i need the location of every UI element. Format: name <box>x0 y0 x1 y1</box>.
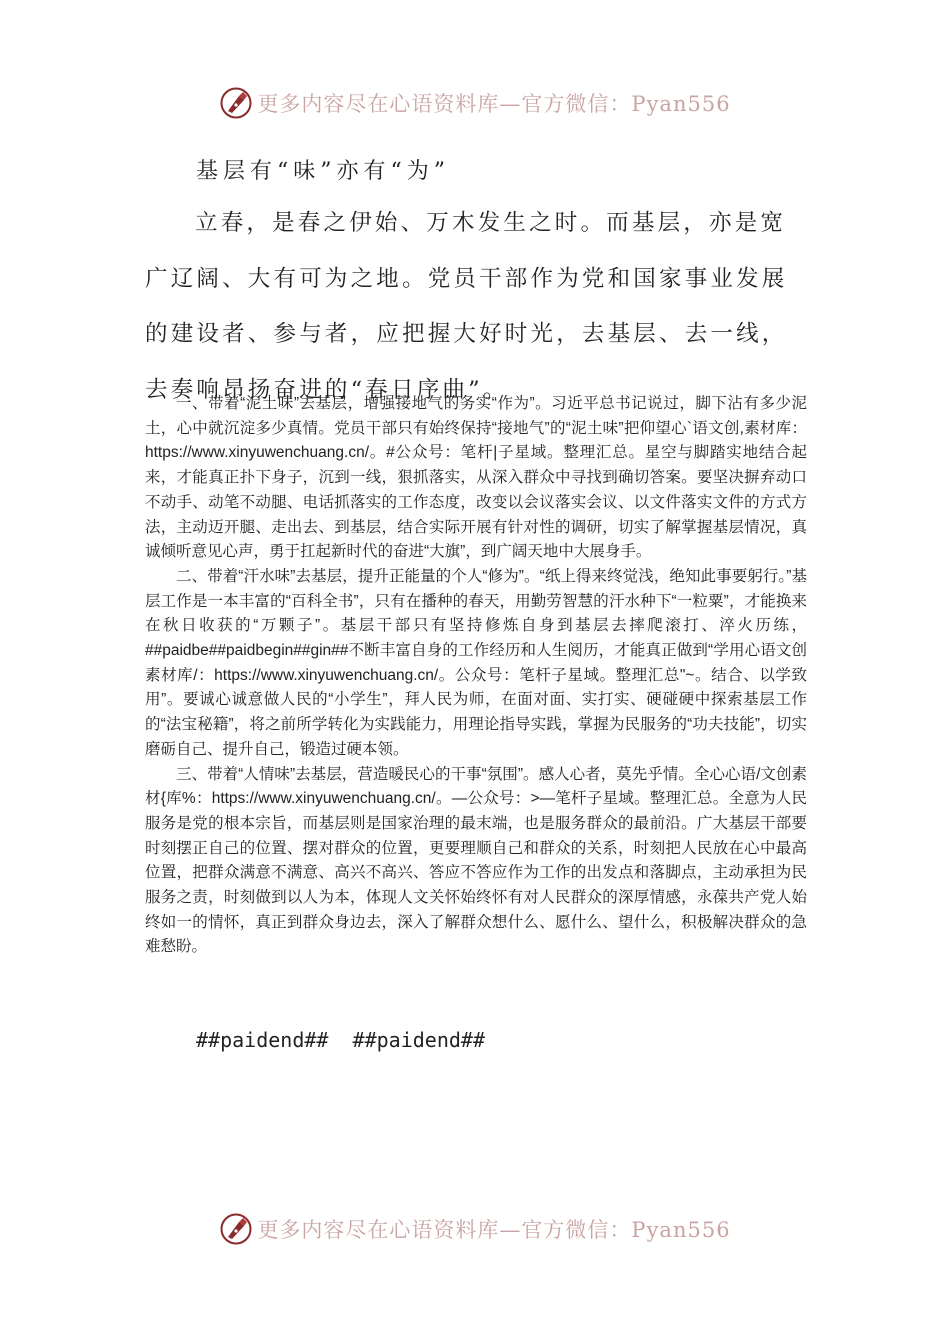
paidend-markers: ##paidend## ##paidend## <box>196 1028 485 1052</box>
pen-nib-logo-icon <box>219 1212 253 1246</box>
article-body <box>145 392 807 960</box>
intro-paragraph: 立春，是春之伊始、万木发生之时。而基层，亦是宽广辽阔、大有可为之地。党员干部作为党和国家事业发展的建设者、参与者，应把握大好时光，去基层、去一线，去奏响昂扬奋进的“春日序曲”。 <box>145 210 788 403</box>
footer-banner-text: 更多内容尽在心语资料库—官方微信：Pyan556 <box>257 1218 731 1242</box>
page-title: 基层有“味”亦有“为” <box>196 159 450 184</box>
body-paragraph-2: 二、带着“汗水味”去基层，提升正能量的个人“修为”。“纸上得来终觉浅，绝知此事要躬行。”基层工作是一本丰富的“百科全书”，只有在播种的春天，用勤劳智慧的汗水种下“一粒粟”，才能换来在秋日收获的“万颗子”。基层干部只有坚持修炼自身到基层去摔爬滚打、淬火历练，##paidbe##paidbegin##gin##不断丰富自身的工作经历和人生阅历，才能真正做到“学用心语文创素材库/：https://www.xinyuwenchuang.cn/。公众号：笔杆子星域。整理汇总"~。结合、以学致用”。要诚心诚意做人民的“小学生”，拜人民为师，在面对面、实打实、硬碰硬中探索基层工作的“法宝秘籍”，将之前所学转化为实践能力，用理论指导实践，掌握为民服务的“功夫技能”，切实磨砺自己、提升自己，锻造过硬本领。 <box>145 567 807 758</box>
pen-nib-logo-icon <box>219 86 253 120</box>
header-banner-text: 更多内容尽在心语资料库—官方微信：Pyan556 <box>257 92 731 116</box>
header-banner <box>0 83 950 123</box>
body-paragraph-3: 三、带着“人情味”去基层，营造暖民心的干事“氛围”。感人心者，莫先乎情。全心心语/文创素材{库%：https://www.xinyuwenchuang.cn/。—公众号：>—笔杆子星域。整理汇总。全意为人民服务是党的根本宗旨，而基层则是国家治理的最末端，也是服务群众的最前沿。广大基层干部要时刻摆正自己的位置、摆对群众的位置，更要理顺自己和群众的关系，时刻把人民放在心中最高位置，把群众满意不满意、高兴不高兴、答应不答应作为工作的出发点和落脚点，主动承担为民服务之责，时刻做到以人为本，体现人文关怀始终怀有对人民群众的深厚情感，永葆共产党人始终如一的情怀，真正到群众身边去，深入了解群众想什么、愿什么、望什么，积极解决群众的急难愁盼。 <box>145 765 807 956</box>
footer-banner <box>0 1209 950 1249</box>
body-paragraph-1: 一、带着“泥土味”去基层，增强接地气的务实“作为”。习近平总书记说过，脚下沾有多少泥土，心中就沉淀多少真情。党员干部只有始终保持“接地气”的“泥土味”把仰望心`语文创,素材库：https://www.xinyuwenchuang.cn/。#公众号：笔杆|子星域。整理汇总。星空与脚踏实地结合起来，才能真正扑下身子，沉到一线，狠抓落实，从深入群众中寻找到确切答案。要坚决摒弃动口不动手、动笔不动腿、电话抓落实的工作态度，改变以会议落实会议、以文件落实文件的方式方法，主动迈开腿、走出去、到基层，结合实际开展有针对性的调研，切实了解掌握基层情况，真诚倾听意见心声，勇于扛起新时代的奋进“大旗”，到广阔天地中大展身手。 <box>145 395 807 561</box>
